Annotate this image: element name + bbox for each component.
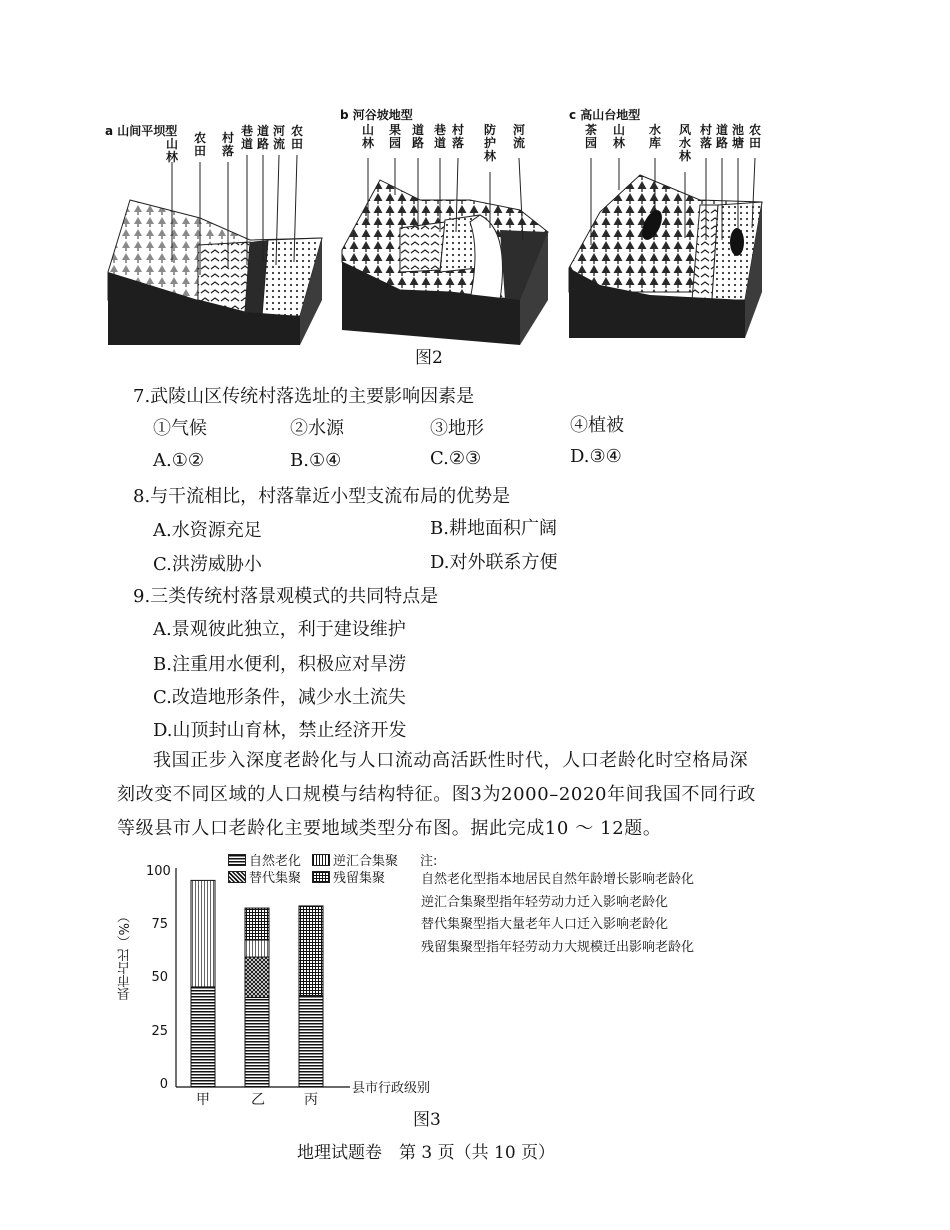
bar-2-natural [245,998,269,1087]
x-tick-bing: 丙 [304,1092,318,1108]
y-tick-0: 0 [159,1077,168,1092]
notes-heading: 注: [420,854,438,869]
legend-label-substitute: 替代集聚 [249,871,302,886]
bar-2-residual [245,908,269,940]
legend-label-reverse: 逆汇合集聚 [333,854,399,869]
q8-option-a: A.水资源充足 [153,520,262,541]
label-b-guoyuan: 果园 [388,123,401,150]
label-b-fanghulin: 防护林 [483,123,496,163]
x-tick-jia: 甲 [196,1092,210,1108]
label-b-daolu: 道路 [411,123,424,150]
page-footer: 地理试题卷 第 3 页（共 10 页） [297,1143,556,1163]
legend-label-natural: 自然老化 [249,854,302,869]
passage-line-2: 刻改变不同区域的人口规模与结构特征。图3为2000–2020年间我国不同行政 [117,784,756,805]
question-7-stem: 7.武陵山区传统村落选址的主要影响因素是 [133,386,475,407]
question-8-stem: 8.与干流相比，村落靠近小型支流布局的优势是 [133,486,511,507]
label-b-shanlin: 山林 [361,123,374,150]
label-c-chitang: 池塘 [731,123,744,150]
bar-3-residual [299,906,323,995]
y-tick-50: 50 [151,970,168,985]
q7-option-a: A.①② [153,450,204,471]
label-b-xiangdao: 巷道 [433,123,446,150]
y-tick-25: 25 [151,1024,168,1039]
y-tick-100: 100 [146,864,171,879]
q9-option-a: A.景观彼此独立，利于建设维护 [153,619,406,640]
panel-b-title: b 河谷坡地型 [340,108,413,122]
bar-1-reverse [191,880,215,987]
passage-line-3: 等级县市人口老龄化主要地域类型分布图。据此完成10 ～ 12题。 [117,818,662,839]
note-line-4: 残留集聚型指年轻劳动力大规模迁出影响老龄化 [421,940,695,955]
question-9-stem: 9.三类传统村落景观模式的共同特点是 [133,586,439,607]
label-a-cunluo: 村落 [221,131,234,158]
label-b-cunluo: 村落 [451,123,464,150]
bar-3-natural [299,995,323,1087]
note-line-1: 自然老化型指本地居民自然年龄增长影响老龄化 [421,872,695,887]
panel-a-title: a 山间平坝型 [105,124,178,138]
factor-2: ②水源 [290,418,344,439]
bar-2-reverse [245,940,269,957]
label-c-shuiku: 水库 [648,123,661,150]
note-line-2: 逆汇合集聚型指年轻劳动力迁入影响老龄化 [421,895,669,910]
bar-1-natural [191,987,215,1087]
q9-option-b: B.注重用水便利，积极应对旱涝 [153,654,406,675]
q7-option-d: D.③④ [570,446,622,467]
y-axis-label: 县市占比（%） [118,910,133,1001]
label-a-nongtian2: 农田 [290,124,303,151]
label-a-shanlin: 山林 [165,137,178,164]
q9-option-c: C.改造地形条件，减少水土流失 [153,687,406,708]
x-tick-yi: 乙 [251,1092,265,1108]
label-c-chayuan: 茶园 [584,123,597,150]
label-c-fengshuilin: 风水林 [678,123,691,163]
label-c-nongtian: 农田 [748,123,761,150]
factor-1: ①气候 [153,418,207,439]
y-tick-75: 75 [151,917,168,932]
bar-2-substitute [245,957,269,997]
label-a-xiangdao: 巷道 [240,124,253,151]
q9-option-d: D.山顶封山育林，禁止经济开发 [153,720,407,741]
panel-c-title: c 高山台地型 [569,108,641,122]
legend-label-residual: 残留集聚 [333,871,386,886]
label-c-cunluo: 村落 [699,123,712,150]
x-axis-label: 县市行政级别 [352,1081,431,1096]
figure-3-caption: 图3 [413,1110,441,1130]
label-c-shanlin: 山林 [612,123,625,150]
label-a-heliu: 河流 [272,124,285,151]
label-a-nongtian: 农田 [193,131,206,158]
factor-4: ④植被 [570,415,624,436]
passage-line-1: 我国正步入深度老龄化与人口流动高活跃性时代，人口老龄化时空格局深 [153,750,749,771]
q8-option-d: D.对外联系方便 [430,552,558,573]
label-b-heliu: 河流 [512,123,525,150]
note-line-3: 替代集聚型指大量老年人口迁入影响老龄化 [421,917,669,932]
label-c-daolu: 道路 [715,123,728,150]
q8-option-b: B.耕地面积广阔 [430,518,557,539]
q8-option-c: C.洪涝威胁小 [153,554,262,575]
label-a-daolu: 道路 [256,124,269,151]
figure-2-caption: 图2 [415,348,443,368]
q7-option-b: B.①④ [290,450,342,471]
q7-option-c: C.②③ [430,448,482,469]
factor-3: ③地形 [430,418,484,439]
